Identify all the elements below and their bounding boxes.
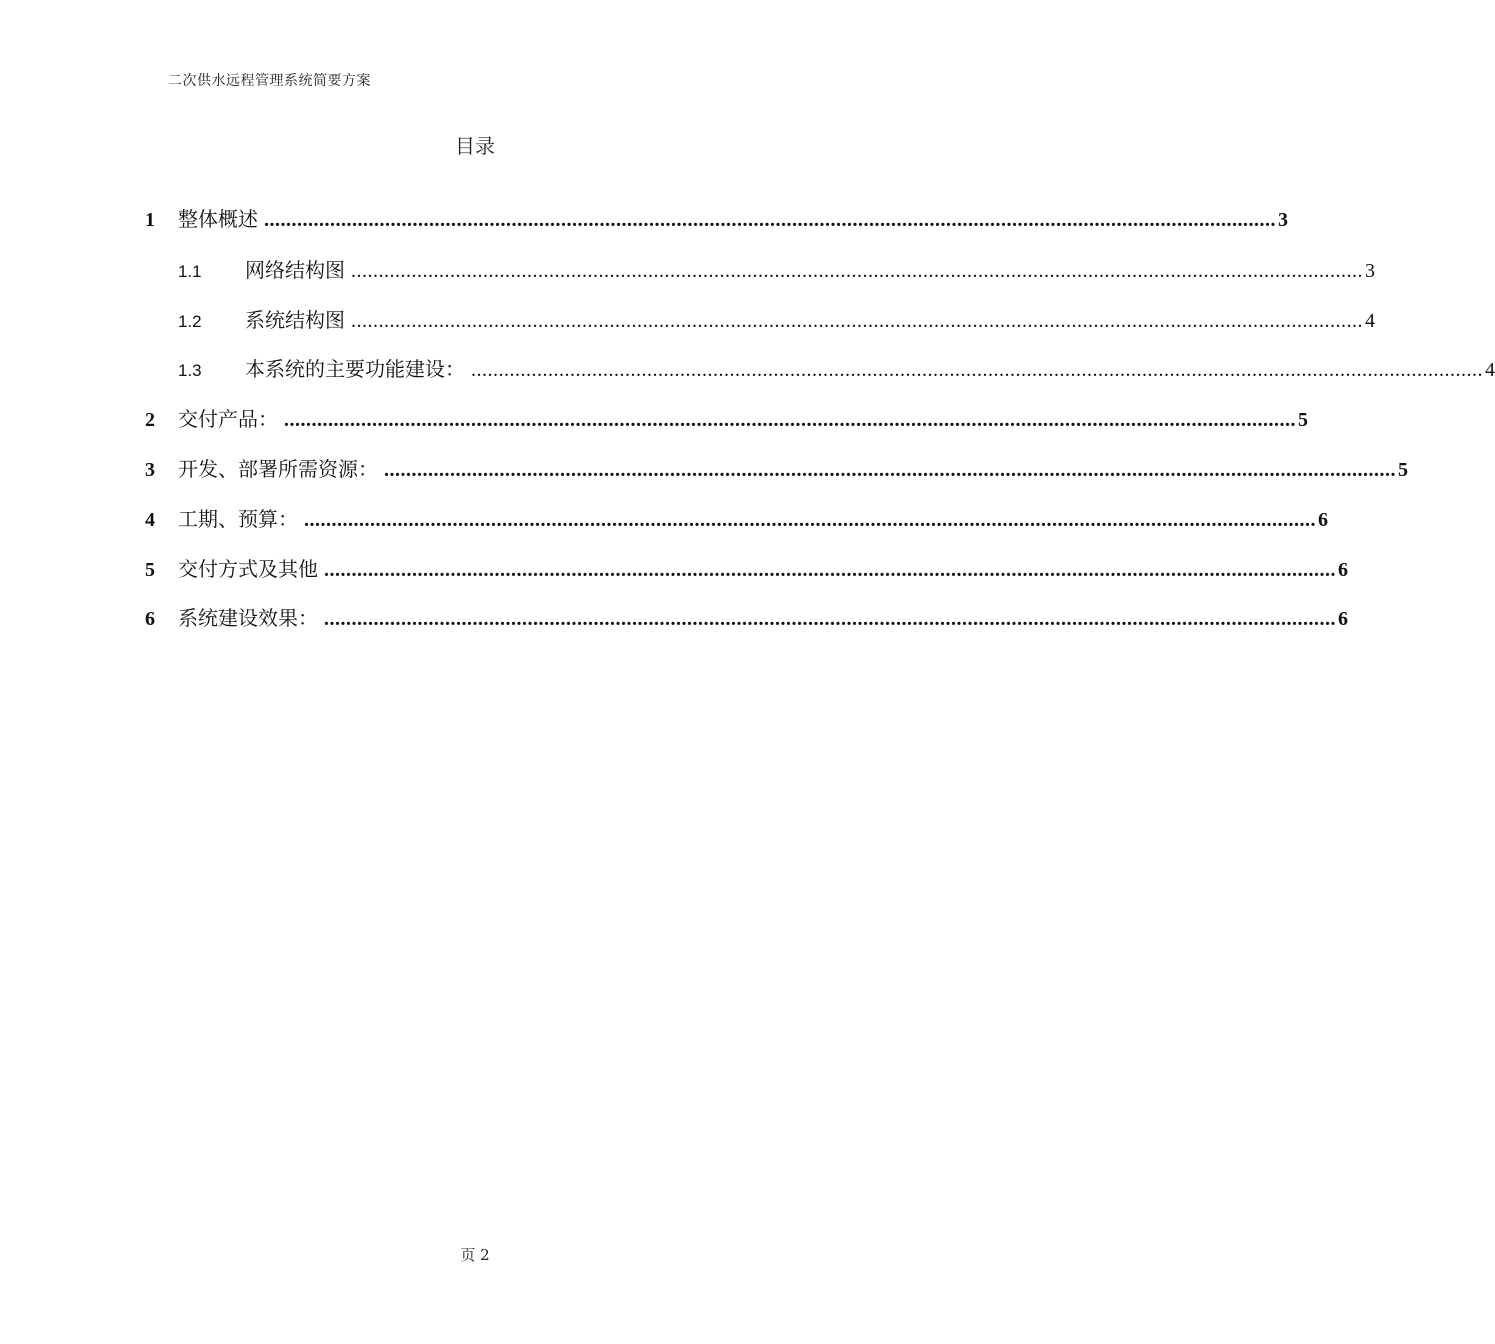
- dot-leader: ........................................................................................................................................................................................: [384, 459, 1396, 481]
- toc-entry-number: 6: [145, 608, 155, 630]
- dot-leader: ........................................................................................................................................................................................: [284, 409, 1296, 431]
- page-number: 2: [480, 1246, 490, 1264]
- toc-entry-page: 5: [1398, 459, 1408, 481]
- toc-entry-number: 1.3: [178, 361, 202, 380]
- toc-entry-2[interactable]: [145, 403, 1308, 433]
- page-footer: [0, 1244, 950, 1265]
- toc-entry-label: 工期、预算：: [178, 507, 298, 531]
- toc-entry-page: 6: [1318, 509, 1328, 531]
- toc-entry-1[interactable]: [145, 203, 1288, 233]
- toc-entry-1-1[interactable]: [178, 254, 1375, 284]
- running-header: 二次供水远程管理系统简要方案: [168, 73, 371, 89]
- toc-entry-label: 系统建设效果：: [178, 606, 318, 630]
- dot-leader: ........................................................................................................................................................................................: [324, 608, 1336, 630]
- toc-entry-number: 2: [145, 409, 155, 431]
- toc-entry-page: 6: [1338, 559, 1348, 581]
- dot-leader: ........................................................................................................................................................................................: [324, 559, 1336, 581]
- toc-entry-page: 4: [1485, 359, 1495, 381]
- toc-title: 目录: [455, 134, 495, 158]
- dot-leader: ........................................................................................................................................................................................: [264, 209, 1276, 231]
- toc-entry-1-3[interactable]: [178, 353, 1495, 383]
- toc-entry-1-2[interactable]: [178, 304, 1375, 334]
- toc-entry-number: 3: [145, 459, 155, 481]
- toc-entry-6[interactable]: [145, 602, 1348, 632]
- dot-leader: ........................................................................................................................................................................................: [351, 310, 1363, 332]
- page-label: 页: [460, 1246, 476, 1264]
- toc-entry-label: 整体概述: [178, 207, 258, 231]
- dot-leader: ........................................................................................................................................................................................: [471, 359, 1483, 381]
- toc-entry-label: 交付产品：: [178, 407, 278, 431]
- toc-entry-label: 系统结构图: [245, 308, 345, 332]
- toc-entry-label: 本系统的主要功能建设：: [245, 357, 465, 381]
- toc-entry-label: 开发、部署所需资源：: [178, 457, 378, 481]
- dot-leader: ........................................................................................................................................................................................: [304, 509, 1316, 531]
- toc-entry-number: 5: [145, 559, 155, 581]
- toc-entry-number: 1: [145, 209, 155, 231]
- toc-entry-number: 1.2: [178, 312, 202, 331]
- toc-entry-label: 交付方式及其他: [178, 557, 318, 581]
- toc-entry-page: 5: [1298, 409, 1308, 431]
- toc-entry-page: 4: [1365, 310, 1375, 332]
- toc-entry-3[interactable]: [145, 453, 1408, 483]
- toc-entry-number: 4: [145, 509, 155, 531]
- toc-entry-number: 1.1: [178, 262, 202, 281]
- toc-entry-page: 3: [1365, 260, 1375, 282]
- toc-entry-label: 网络结构图: [245, 258, 345, 282]
- toc-entry-4[interactable]: [145, 503, 1328, 533]
- dot-leader: ........................................................................................................................................................................................: [351, 260, 1363, 282]
- toc-entry-page: 3: [1278, 209, 1288, 231]
- toc-entry-5[interactable]: [145, 553, 1348, 583]
- toc-entry-page: 6: [1338, 608, 1348, 630]
